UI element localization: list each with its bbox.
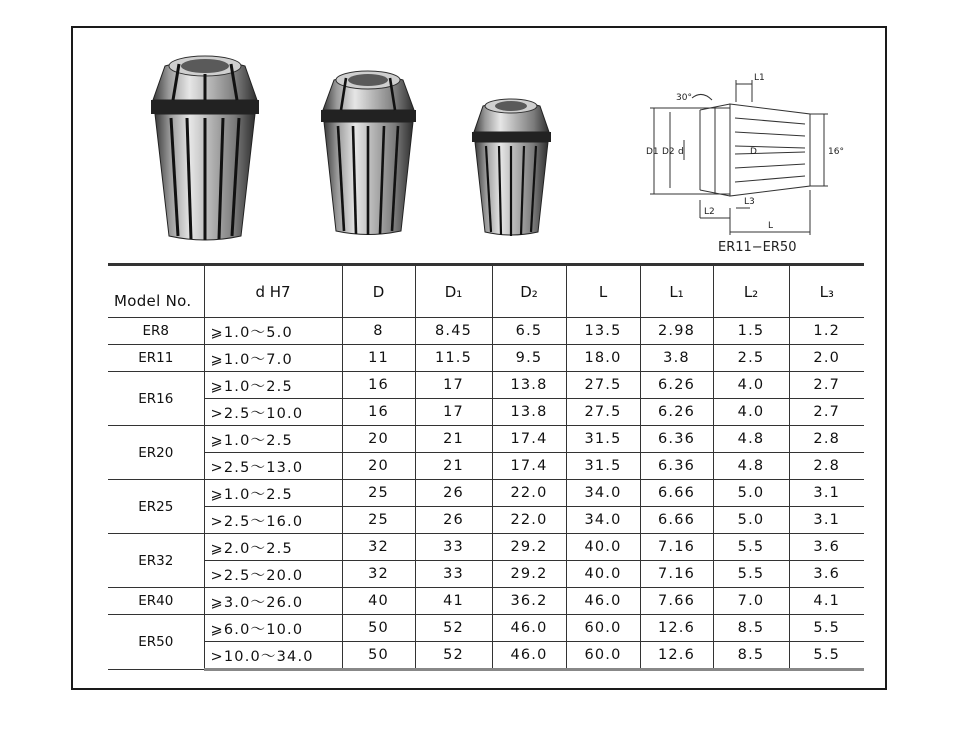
dimension-cell: 6.36	[640, 453, 713, 480]
column-header: D₂	[492, 265, 566, 318]
table-header-row	[108, 265, 864, 318]
dimension-cell: 27.5	[566, 372, 640, 399]
dimension-cell: 40.0	[566, 561, 640, 588]
dimension-cell: 7.16	[640, 534, 713, 561]
model-cell: ER20	[108, 426, 204, 480]
dimension-cell: 34.0	[566, 507, 640, 534]
dimension-cell: 7.0	[713, 588, 789, 615]
dimension-cell: 17.4	[492, 426, 566, 453]
table-row	[108, 507, 864, 534]
dimension-cell: 8	[342, 318, 415, 345]
bore-range-cell: >2.5～20.0	[204, 561, 342, 588]
column-header: L₁	[640, 265, 713, 318]
dimension-cell: 11.5	[415, 345, 492, 372]
dimension-cell: 13.5	[566, 318, 640, 345]
model-cell: ER8	[108, 318, 204, 345]
dimension-cell: 6.26	[640, 399, 713, 426]
table-row	[108, 588, 864, 615]
bore-range-cell: >2.5～13.0	[204, 453, 342, 480]
model-cell: ER16	[108, 372, 204, 426]
dimension-cell: 36.2	[492, 588, 566, 615]
dimension-cell: 12.6	[640, 642, 713, 670]
dimension-cell: 5.5	[713, 561, 789, 588]
table-row	[108, 345, 864, 372]
column-header: D₁	[415, 265, 492, 318]
dimension-cell: 5.5	[713, 534, 789, 561]
dimension-cell: 2.0	[789, 345, 864, 372]
dimension-cell: 52	[415, 615, 492, 642]
dimension-cell: 40.0	[566, 534, 640, 561]
model-cell: ER11	[108, 345, 204, 372]
collet-photo-medium	[316, 68, 421, 238]
bore-range-cell: ⩾3.0～26.0	[204, 588, 342, 615]
dimension-cell: 26	[415, 507, 492, 534]
table-row	[108, 399, 864, 426]
table-row	[108, 561, 864, 588]
dimension-cell: 2.5	[713, 345, 789, 372]
dimension-cell: 41	[415, 588, 492, 615]
dimension-cell: 20	[342, 426, 415, 453]
dimension-cell: 21	[415, 453, 492, 480]
dimension-cell: 6.66	[640, 480, 713, 507]
dimension-cell: 27.5	[566, 399, 640, 426]
bore-range-cell: ⩾6.0～10.0	[204, 615, 342, 642]
dimension-cell: 46.0	[492, 615, 566, 642]
dimension-cell: 40	[342, 588, 415, 615]
column-header: d H7	[204, 265, 342, 318]
dimension-cell: 25	[342, 480, 415, 507]
column-header: L₃	[789, 265, 864, 318]
dimension-cell: 17	[415, 372, 492, 399]
dimension-cell: 2.7	[789, 399, 864, 426]
dimension-cell: 2.8	[789, 426, 864, 453]
bore-range-cell: ⩾1.0～7.0	[204, 345, 342, 372]
dimension-cell: 4.8	[713, 453, 789, 480]
table-row	[108, 615, 864, 642]
dimension-cell: 20	[342, 453, 415, 480]
dimension-cell: 13.8	[492, 372, 566, 399]
dimension-cell: 7.16	[640, 561, 713, 588]
dim-d2-label: D2	[662, 147, 675, 157]
table-row	[108, 426, 864, 453]
dim-l2-label: L2	[704, 207, 715, 217]
bore-range-cell: ⩾1.0～2.5	[204, 372, 342, 399]
bore-range-cell: >2.5～16.0	[204, 507, 342, 534]
dimension-cell: 4.1	[789, 588, 864, 615]
table-row	[108, 642, 864, 670]
dimension-cell: 3.1	[789, 480, 864, 507]
dimension-cell: 32	[342, 534, 415, 561]
column-header: Model No.	[108, 265, 204, 318]
model-cell: ER40	[108, 588, 204, 615]
dimension-cell: 2.98	[640, 318, 713, 345]
dim-l3-label: L3	[744, 197, 755, 207]
dimension-cell: 3.8	[640, 345, 713, 372]
table-row	[108, 453, 864, 480]
dimension-cell: 3.6	[789, 561, 864, 588]
dimension-cell: 32	[342, 561, 415, 588]
column-header: L₂	[713, 265, 789, 318]
dimension-cell: 4.0	[713, 372, 789, 399]
dimension-cell: 1.2	[789, 318, 864, 345]
dimension-cell: 13.8	[492, 399, 566, 426]
dimension-cell: 1.5	[713, 318, 789, 345]
dimension-cell: 2.7	[789, 372, 864, 399]
dimension-cell: 4.8	[713, 426, 789, 453]
dim-l1-label: L1	[754, 73, 765, 83]
bore-range-cell: ⩾1.0～2.5	[204, 426, 342, 453]
table-row	[108, 318, 864, 345]
dim-l-label: L	[768, 221, 774, 231]
dimension-cell: 5.0	[713, 507, 789, 534]
table-row	[108, 534, 864, 561]
dimension-cell: 29.2	[492, 534, 566, 561]
collet-photo-small	[468, 96, 555, 238]
column-header: L	[566, 265, 640, 318]
dimension-cell: 5.0	[713, 480, 789, 507]
dimension-cell: 6.26	[640, 372, 713, 399]
dimension-cell: 8.5	[713, 642, 789, 670]
dim-outer-d-label: D	[750, 147, 757, 157]
bore-range-cell: >10.0～34.0	[204, 642, 342, 670]
dimension-cell: 22.0	[492, 480, 566, 507]
dimension-cell: 16	[342, 372, 415, 399]
angle-16-label: 16°	[828, 147, 844, 157]
dimension-cell: 50	[342, 615, 415, 642]
column-header: D	[342, 265, 415, 318]
dimension-cell: 17.4	[492, 453, 566, 480]
dimension-cell: 21	[415, 426, 492, 453]
dimension-cell: 4.0	[713, 399, 789, 426]
dimension-cell: 34.0	[566, 480, 640, 507]
collet-spec-table	[108, 263, 864, 671]
model-cell: ER50	[108, 615, 204, 670]
dimension-cell: 7.66	[640, 588, 713, 615]
dimension-cell: 6.36	[640, 426, 713, 453]
dimension-cell: 11	[342, 345, 415, 372]
dimension-cell: 12.6	[640, 615, 713, 642]
dimension-cell: 17	[415, 399, 492, 426]
dimension-cell: 5.5	[789, 615, 864, 642]
collet-dimension-diagram	[640, 60, 850, 255]
dimension-cell: 26	[415, 480, 492, 507]
bore-range-cell: ⩾1.0～5.0	[204, 318, 342, 345]
dimension-cell: 8.45	[415, 318, 492, 345]
dim-d1-label: D1	[646, 147, 659, 157]
dimension-cell: 33	[415, 561, 492, 588]
dimension-cell: 33	[415, 534, 492, 561]
dimension-cell: 25	[342, 507, 415, 534]
dimension-cell: 29.2	[492, 561, 566, 588]
dimension-cell: 52	[415, 642, 492, 670]
dimension-cell: 46.0	[492, 642, 566, 670]
dimension-cell: 31.5	[566, 426, 640, 453]
dimension-cell: 5.5	[789, 642, 864, 670]
dimension-cell: 31.5	[566, 453, 640, 480]
dimension-cell: 6.66	[640, 507, 713, 534]
dimension-cell: 3.1	[789, 507, 864, 534]
dimension-cell: 22.0	[492, 507, 566, 534]
collet-photo-large	[145, 52, 265, 244]
bore-range-cell: ⩾2.0～2.5	[204, 534, 342, 561]
dimension-cell: 2.8	[789, 453, 864, 480]
dimension-cell: 18.0	[566, 345, 640, 372]
angle-30-label: 30°	[676, 93, 692, 103]
dimension-cell: 50	[342, 642, 415, 670]
table-row	[108, 372, 864, 399]
diagram-caption: ER11−ER50	[718, 240, 797, 255]
bore-range-cell: >2.5～10.0	[204, 399, 342, 426]
dim-d-label: d	[678, 147, 684, 157]
bore-range-cell: ⩾1.0～2.5	[204, 480, 342, 507]
model-cell: ER32	[108, 534, 204, 588]
dimension-cell: 16	[342, 399, 415, 426]
model-cell: ER25	[108, 480, 204, 534]
dimension-cell: 8.5	[713, 615, 789, 642]
dimension-cell: 60.0	[566, 615, 640, 642]
table-row	[108, 480, 864, 507]
dimension-cell: 60.0	[566, 642, 640, 670]
dimension-cell: 46.0	[566, 588, 640, 615]
dimension-cell: 9.5	[492, 345, 566, 372]
dimension-cell: 6.5	[492, 318, 566, 345]
dimension-cell: 3.6	[789, 534, 864, 561]
